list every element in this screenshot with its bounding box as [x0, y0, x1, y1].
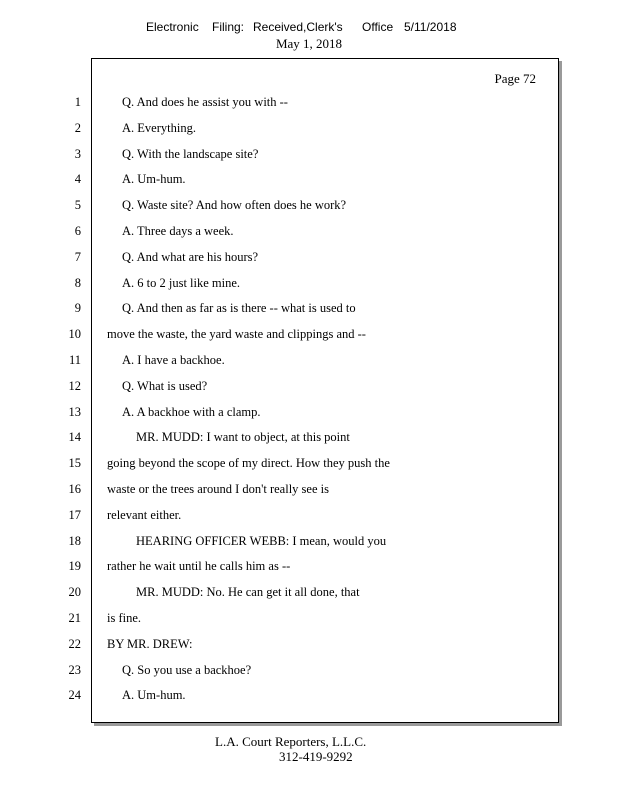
line-number: 4	[74, 172, 81, 187]
line-number: 15	[68, 456, 81, 471]
transcript-line-text: BY MR. DREW:	[107, 636, 193, 651]
transcript-line-text: A. 6 to 2 just like mine.	[122, 275, 241, 290]
transcript-line-text: Q. What is used?	[122, 378, 208, 393]
transcript-line-text: A. I have a backhoe.	[122, 353, 225, 367]
transcript-line-text: MR. MUDD: No. He can get it all done, that	[136, 585, 360, 600]
line-number: 14	[68, 430, 81, 445]
line-number: 11	[68, 353, 81, 367]
line-number: 3	[74, 146, 81, 161]
transcript-line-text: A. Everything.	[122, 120, 196, 135]
line-number: 10	[68, 327, 81, 342]
stamp-word-electronic: Electronic	[146, 20, 199, 34]
line-number: 7	[74, 249, 81, 264]
reporter-phone: 312-419-9292	[279, 749, 353, 764]
transcript-line-text: Q. And then as far as is there -- what is used to	[122, 301, 356, 316]
line-number: 17	[68, 507, 81, 522]
transcript-line-text: A. A backhoe with a clamp.	[122, 404, 261, 419]
transcript-line-text: Q. With the landscape site?	[122, 146, 259, 161]
transcript-line-text: Q. And what are his hours?	[122, 249, 259, 264]
line-number: 18	[68, 533, 81, 548]
transcript-line-text: A. Three days a week.	[122, 224, 234, 238]
transcript-line-text: relevant either.	[107, 507, 182, 522]
transcript-line-text: A. Um-hum.	[122, 172, 186, 187]
line-number: 8	[74, 275, 81, 290]
transcript-line-text: is fine.	[107, 611, 142, 625]
transcript-line-text: HEARING OFFICER WEBB: I mean, would you	[136, 533, 387, 548]
line-number: 9	[74, 301, 81, 316]
line-number: 6	[74, 224, 81, 238]
deposition-date: May 1, 2018	[275, 36, 343, 51]
line-number: 22	[68, 636, 81, 651]
stamp-word-office: Office	[362, 20, 394, 34]
transcript-line-text: A. Um-hum.	[122, 688, 186, 703]
line-number: 19	[68, 559, 81, 574]
line-number: 24	[68, 688, 81, 703]
transcript-line-text: MR. MUDD: I want to object, at this point	[136, 430, 350, 445]
transcript-line-text: waste or the trees around I don't really see is	[107, 482, 329, 496]
stamp-word-received: Received,Clerk's	[253, 20, 343, 34]
line-number: 2	[74, 120, 81, 135]
transcript-line-text: Q. So you use a backhoe?	[122, 662, 252, 677]
stamp-date: 5/11/2018	[404, 20, 457, 34]
page-number: Page 72	[494, 71, 536, 86]
stamp-word-filing: Filing:	[212, 20, 245, 34]
line-number: 13	[68, 404, 81, 419]
line-number: 23	[68, 662, 81, 677]
transcript-line-text: move the waste, the yard waste and clippings and --	[107, 327, 366, 342]
transcript-line-text: going beyond the scope of my direct. How they push the	[107, 456, 390, 471]
line-number: 16	[68, 482, 81, 496]
reporter-company: L.A. Court Reporters, L.L.C.	[215, 734, 367, 749]
line-number: 1	[74, 95, 81, 109]
transcript-line-text: Q. Waste site? And how often does he work?	[122, 198, 347, 213]
transcript-line-text: Q. And does he assist you with --	[122, 95, 288, 109]
line-number: 20	[68, 585, 81, 600]
line-number: 21	[68, 611, 81, 625]
line-number: 12	[68, 378, 81, 393]
line-number: 5	[74, 198, 81, 213]
transcript-line-text: rather he wait until he calls him as --	[107, 559, 291, 574]
